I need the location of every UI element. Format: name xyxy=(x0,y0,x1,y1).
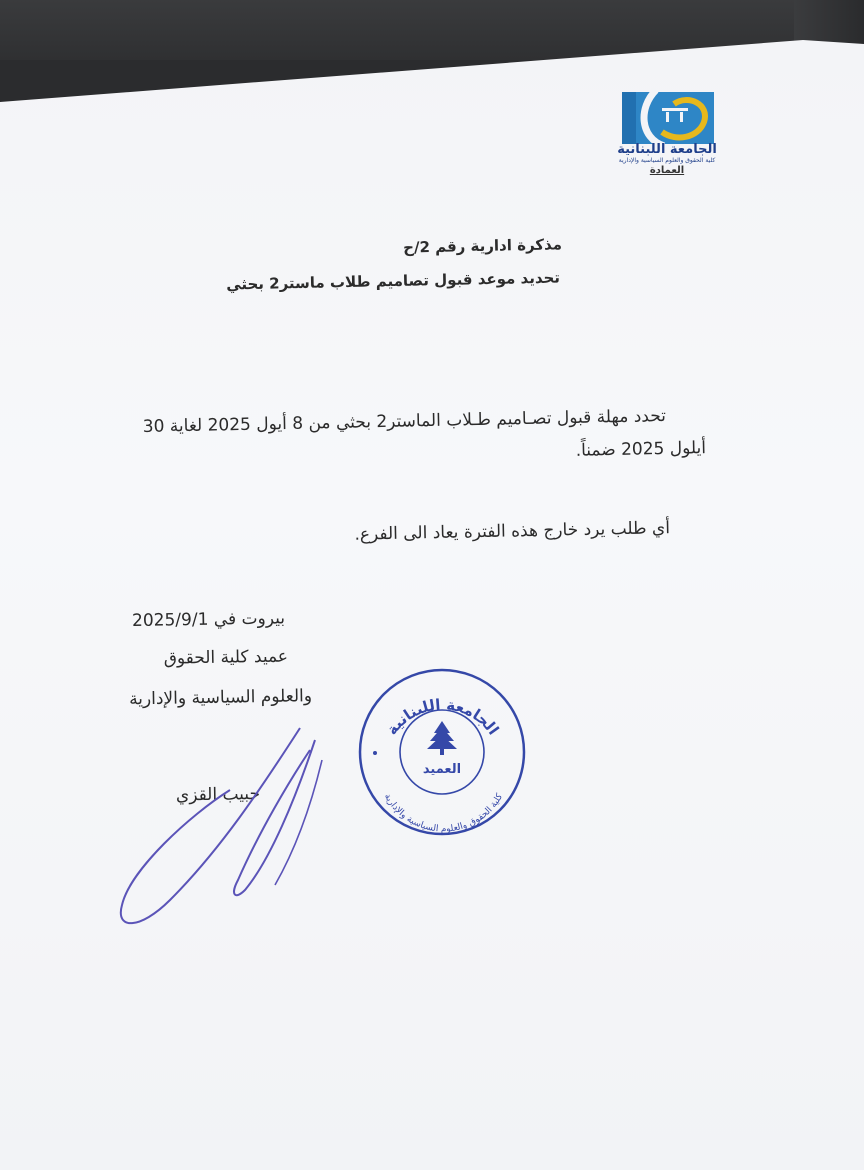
memo-paragraph-line-1: تحدد مهلة قبول تصـاميم طـلاب الماستر2 بحثي من 8 أيول 2025 لغاية 30 xyxy=(142,406,667,438)
svg-text:كلية الحقوق والعلوم السياسية و xyxy=(382,792,506,835)
official-stamp xyxy=(355,665,530,840)
stamp-center-text: العميد xyxy=(422,762,462,777)
place-date: بيروت في 2025/9/1 xyxy=(131,608,286,632)
logo-office-label: العمادة xyxy=(649,165,685,176)
memo-paragraph-line-2: أيلول 2025 ضمناً. xyxy=(575,438,707,461)
cedar-tree-icon xyxy=(427,721,457,755)
dean-title-line-1: عميد كلية الحقوق xyxy=(163,646,289,669)
memo-subject: تحديد موعد قبول تصاميم طلاب ماستر2 بحثي xyxy=(226,268,561,294)
stamp-top-text: الجامعة اللبنانية xyxy=(382,695,503,739)
logo-university-name: الجامعة اللبنانية xyxy=(617,142,717,157)
logo-faculty-name: كلية الحقوق والعلوم السياسية والإدارية xyxy=(618,157,716,164)
paper-sheet xyxy=(0,40,864,1170)
handwritten-signature xyxy=(110,720,330,935)
dean-name: حبيب القزي xyxy=(175,784,261,806)
memo-paragraph-2: أي طلب يرد خارج هذه الفترة يعاد الى الفرع. xyxy=(354,518,671,545)
memo-number: مذكرة ادارية رقم 2/ح xyxy=(402,235,563,257)
dean-title-line-2: والعلوم السياسية والإدارية xyxy=(128,686,313,710)
stamp-bottom-text: كلية الحقوق والعلوم السياسية والإدارية xyxy=(381,792,506,835)
